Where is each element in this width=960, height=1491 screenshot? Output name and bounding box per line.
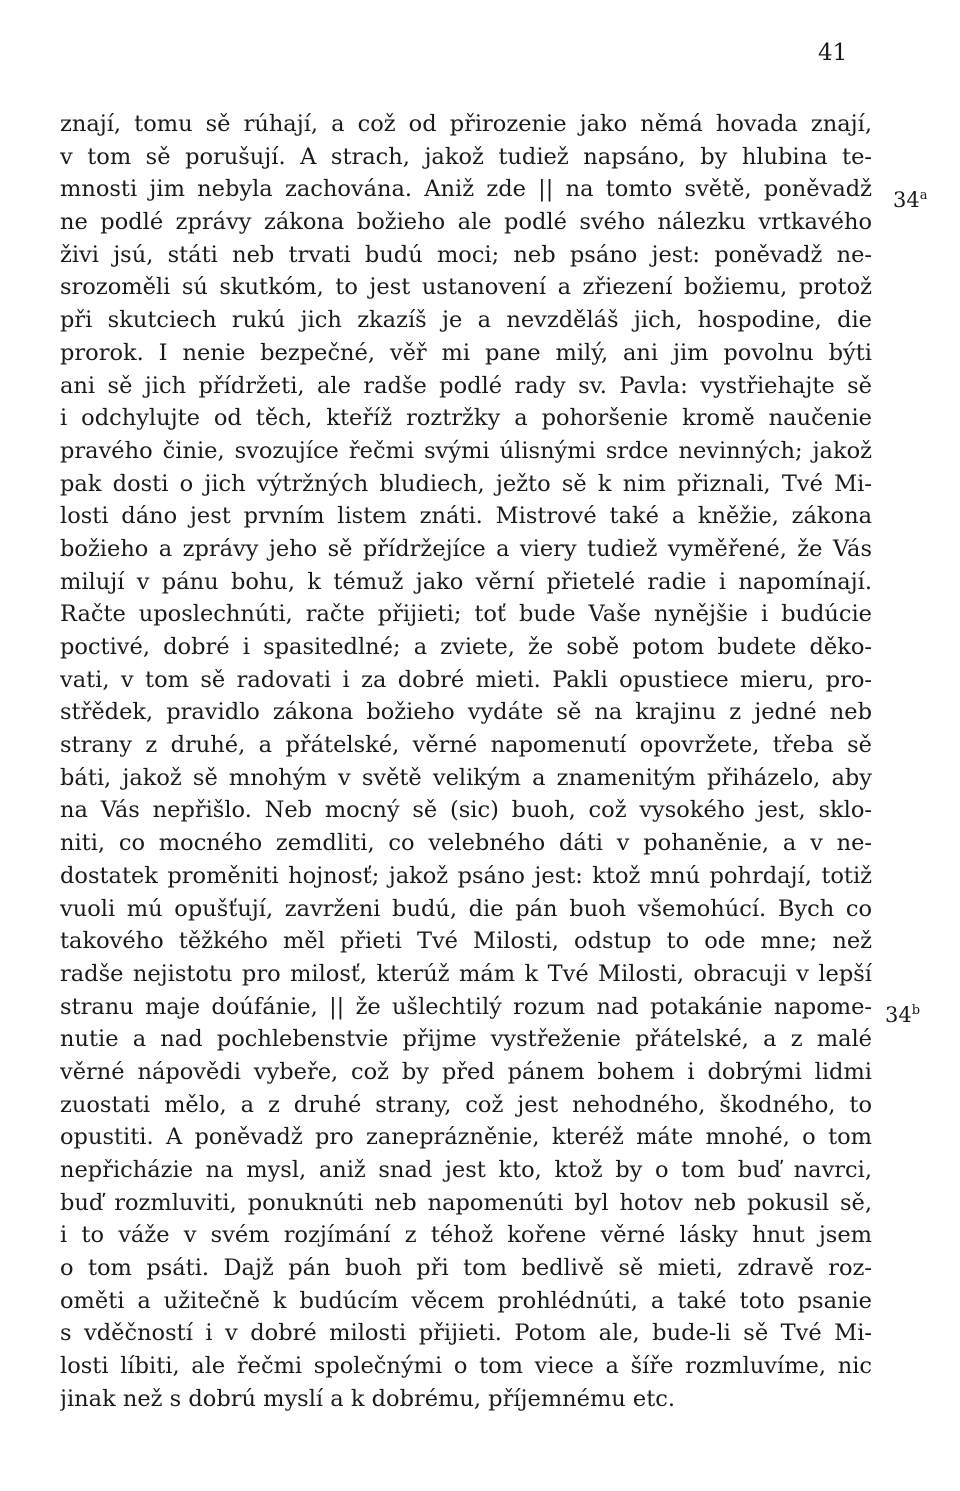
page-number: 41	[818, 40, 848, 66]
text-line: srozoměli sú skutkóm, to jest ustanovení a zřiezení božiemu, protož	[60, 274, 872, 301]
margin-note-34b	[885, 1003, 920, 1027]
text-line: věrné nápovědi vybeře, což by před pánem bohem i dobrými lidmi	[60, 1058, 872, 1085]
margin-note-number: 34	[893, 188, 920, 212]
margin-note-suffix: a	[919, 188, 928, 203]
text-line: i odchylujte od těch, kteříž roztržky a pohoršenie kromě naučenie	[60, 405, 872, 432]
text-line: báti, jakož sě mnohým v světě velikým a znamenitým přiházelo, aby	[60, 764, 872, 791]
text-line: oměti a užitečně k budúcím věcem prohlédnúti, a také toto psanie	[60, 1287, 872, 1314]
margin-note-suffix: b	[911, 1003, 921, 1018]
text-line: nepřicházie na mysl, aniž snad jest kto, ktož by o tom buď navrci,	[60, 1157, 872, 1183]
text-line: vuoli mú opušťují, zavrženi budú, die pán buoh všemohúcí. Bych co	[60, 895, 872, 922]
text-line: losti líbiti, ale řečmi společnými o tom viece a šíře rozmluvíme, nic	[60, 1353, 872, 1380]
text-line: s vděčností i v dobré milosti přijieti. Potom ale, bude-li sě Tvé Mi-	[60, 1320, 872, 1347]
text-line: takového těžkého měl přieti Tvé Milosti, odstup to ode mne; než	[60, 928, 872, 955]
text-line: o tom psáti. Dajž pán buoh při tom bedlivě sě mieti, zdravě roz-	[60, 1255, 872, 1282]
text-line: jinak než s dobrú myslí a k dobrému, příjemnému etc.	[60, 1385, 676, 1412]
text-line: opustiti. A poněvadž pro zaneprázněnie, kteréž máte mnohé, o tom	[60, 1124, 872, 1151]
text-line: niti, co mocného zemdliti, co velebného dáti v pohaněnie, a v ne-	[60, 830, 872, 857]
text-line: poctivé, dobré i spasitedlné; a zviete, že sobě potom budete děko-	[60, 634, 872, 660]
text-line: losti dáno jest prvním listem znáti. Mistrové také a kněžie, zákona	[60, 503, 872, 530]
text-line: strany z druhé, a přátelské, věrné napomenutí opovržete, třeba sě	[60, 732, 872, 759]
text-line: znají, tomu sě rúhají, a což od přirozenie jako němá hovada znají,	[60, 111, 872, 137]
text-line: mnosti jim nebyla zachována. Aniž zde || na tomto světě, poněvadž	[60, 176, 872, 203]
body-text	[60, 108, 872, 1416]
text-line: při skutciech rukú jich zkazíš je a nevzděláš jich, hospodine, die	[60, 307, 872, 334]
text-line: živi jsú, státi neb trvati budú moci; neb psáno jest: poněvadž ne-	[60, 241, 872, 268]
text-line: pravého činie, svozujíce řečmi svými úlisnými srdce nevinných; jakož	[60, 437, 872, 464]
text-line: buď rozmluviti, ponuknúti neb napomenúti byl hotov neb pokusil sě,	[60, 1189, 872, 1216]
text-line: ne podlé zprávy zákona božieho ale podlé svého nálezku vrtkavého	[60, 209, 872, 236]
text-line: Račte uposlechnúti, račte přijieti; toť bude Vaše nynějšie i budúcie	[60, 601, 872, 628]
text-line: radše nejistotu pro milosť, kterúž mám k Tvé Milosti, obracuji v lepší	[60, 960, 872, 987]
text-line: nutie a nad pochlebenstvie přijme vystřeženie přátelské, a z malé	[60, 1026, 872, 1053]
text-line: stranu maje doúfánie, || že ušlechtilý rozum nad potakánie napome-	[60, 993, 872, 1020]
margin-note-34a	[893, 188, 928, 212]
text-line: na Vás nepřišlo. Neb mocný sě (sic) buoh, což vysokého jest, sklo-	[60, 797, 872, 824]
text-line: dostatek proměniti hojnosť; jakož psáno jest: ktož mnú pohrdají, totiž	[60, 862, 872, 889]
text-line: i to váže v svém rozjímání z téhož kořene věrné lásky hnut jsem	[60, 1222, 872, 1249]
text-line: střědek, pravidlo zákona božieho vydáte sě na krajinu z jedné neb	[60, 699, 872, 726]
text-line: prorok. I nenie bezpečné, věř mi pane milý, ani jim povolnu býti	[60, 339, 872, 366]
text-line: v tom sě porušují. A strach, jakož tudiež napsáno, by hlubina te-	[60, 143, 872, 170]
text-line: vati, v tom sě radovati i za dobré mieti. Pakli opustiece mieru, pro-	[60, 666, 872, 693]
text-line: pak dosti o jich výtržných bludiech, ježto sě k nim přiznali, Tvé Mi-	[60, 470, 872, 497]
text-line: zuostati mělo, a z druhé strany, což jest nehodného, škodného, to	[60, 1091, 872, 1118]
margin-note-number: 34	[885, 1003, 912, 1027]
text-line: božieho a zprávy jeho sě přídržejíce a viery tudiež vyměřené, že Vás	[60, 535, 872, 562]
text-line: milují v pánu bohu, k témuž jako věrní přietelé radie i napomínají.	[60, 568, 872, 595]
text-line: ani sě jich přídržeti, ale radše podlé rady sv. Pavla: vystřiehajte sě	[60, 372, 872, 399]
